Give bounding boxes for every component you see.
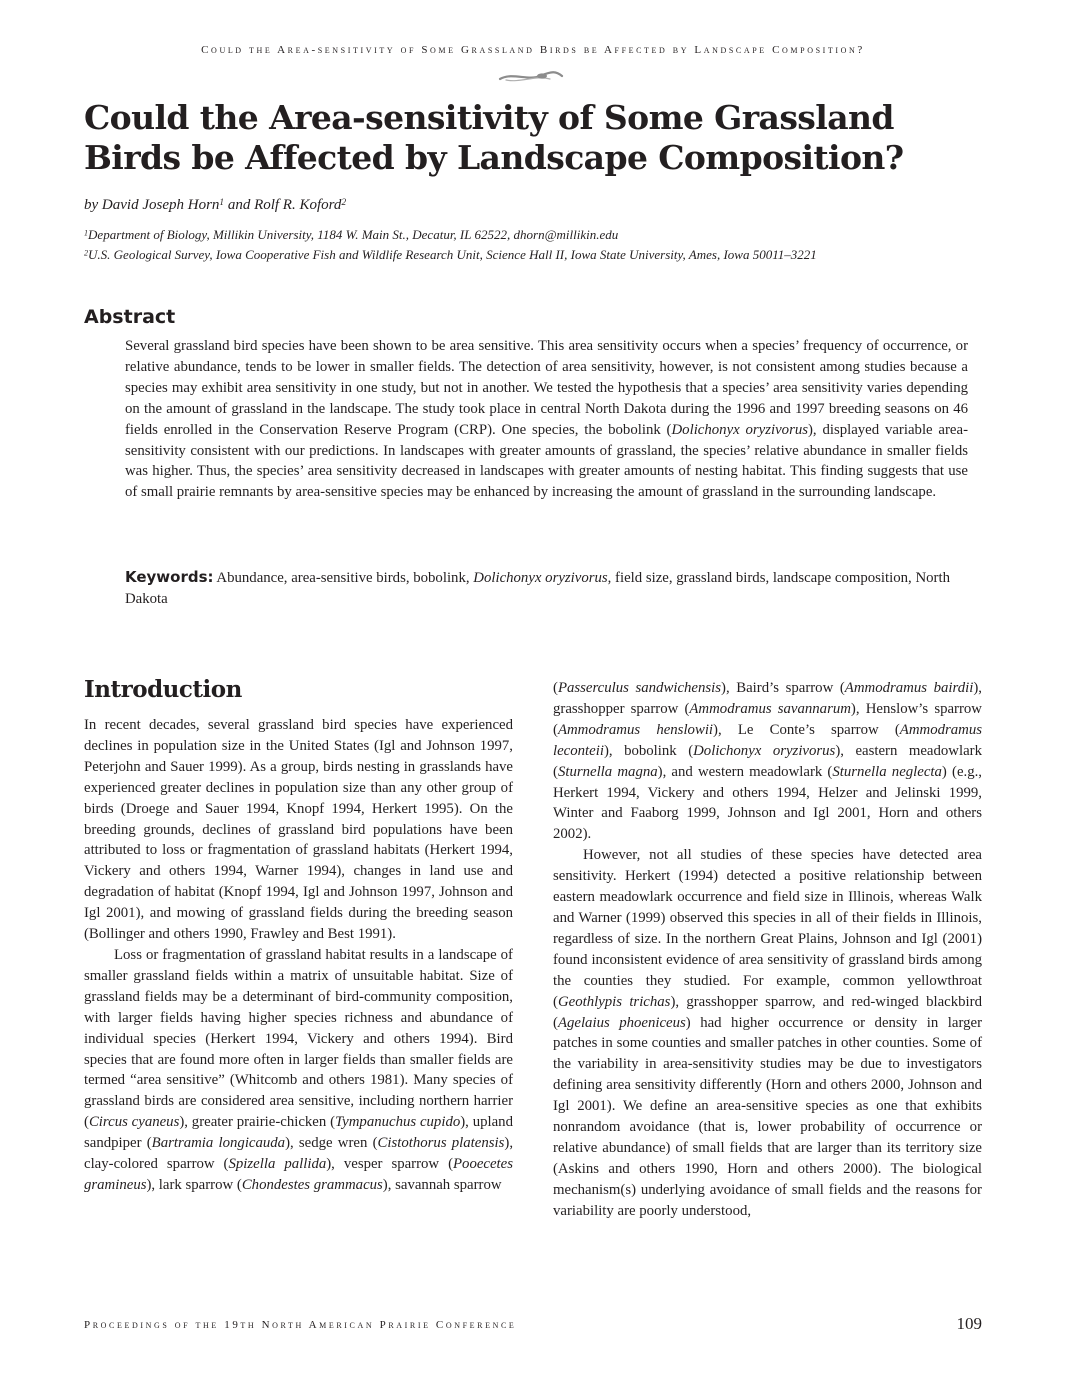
text-run: ), eastern meadowlark ( [553, 742, 982, 780]
species-name: Ammodramus leconteii [553, 721, 982, 759]
affiliation [84, 247, 817, 263]
species-name: Bartramia longicauda [151, 1135, 286, 1152]
text-run: ), Henslow’s sparrow ( [553, 700, 982, 738]
affiliation-mark: 2 [84, 248, 89, 258]
running-head: Could the Area-sensitivity of Some Grassland Birds be Affected by Landscape Composition? [201, 44, 865, 56]
text-run: ), vesper sparrow ( [326, 1156, 454, 1173]
keywords-label: Keywords: [125, 568, 214, 586]
text-run: ) (e.g., Herkert 1994, Vickery and others 1994, Helzer and Jelinski 1999, Winter and Faaborg 1999, Johnson and Igl 2001, Horn and others 2002). [553, 763, 983, 843]
text-run: ), Le Conte’s sparrow ( [713, 721, 900, 738]
abstract-text-part: Several grassland bird species have been shown to be area sensitive. This area sensitivity occurs when a species’ frequency of occurrence, or relative abundance, tends to be lower in smaller fields. The detection of area sensitivity, however, is not consistent among studies because a species may exhibit area sensitivity in one study, but not in another. We tested the hypothesis that a species’ area sensitivity varies depending on the amount of grassland in the landscape. The study took place in central North Dakota during the 1996 and 1997 breeding seasons on 46 fields enrolled in the Conservation Reserve Program (CRP). One species, the bobolink ( [125, 338, 968, 438]
text-run: ( [553, 680, 558, 696]
text-run: ), grasshopper sparrow, and red-winged blackbird ( [553, 993, 982, 1031]
body-column-left [84, 715, 513, 1196]
species-name: Dolichonyx oryzivorus [693, 742, 836, 759]
species-name: Ammodramus savannarum [689, 700, 851, 717]
species-name: Pooecetes gramineus [84, 1156, 513, 1193]
species-name: Sturnella magna [557, 763, 658, 780]
article-title: Could the Area-sensitivity of Some Grassland Birds be Affected by Landscape Composition? [84, 98, 904, 177]
species-name: Cistothorus platensis [377, 1135, 505, 1152]
abstract-text-part: ), displayed variable area-sensitivity consistent with our predictions. In landscapes with greater amounts of grassland, the species’ relative abundance in smaller fields was higher. Thus, the species’ area sensitivity decreased in landscapes with greater amounts of nesting habitat. This finding suggests that use of small prairie remnants by area-sensitive species may be enhanced by increasing the amount of grassland in the surrounding landscape. [125, 421, 968, 501]
text-run: ), and western meadowlark ( [657, 763, 833, 780]
text-run: ), Baird’s sparrow ( [721, 680, 845, 696]
author-affiliation-mark: 2 [341, 197, 347, 208]
text-run: ), upland sandpiper ( [84, 1114, 513, 1152]
species-name: Sturnella neglecta [832, 763, 942, 780]
introduction-heading: Introduction [84, 676, 242, 703]
text-run: ), clay-colored sparrow ( [84, 1135, 514, 1173]
affiliation [84, 227, 618, 243]
text-run: ), grasshopper sparrow ( [553, 680, 982, 717]
keywords-text: , field size, grassland birds, landscape composition, North Dakota [125, 570, 950, 607]
species-name: Dolichonyx oryzivorus [671, 421, 808, 438]
page-number: 109 [956, 1314, 982, 1333]
abstract-text [125, 336, 968, 503]
affiliation-text: Department of Biology, Millikin University, 1184 W. Main St., Decatur, IL 62522, dhorn@millikin.edu [88, 227, 619, 242]
species-name: Geothlypis trichas [557, 993, 671, 1010]
byline-joiner: and [224, 197, 255, 213]
species-name: Tympanuchus cupido [335, 1114, 461, 1131]
species-name: Ammodramus bairdii [844, 680, 974, 696]
species-name: Dolichonyx oryzivorus [473, 570, 608, 586]
body-paragraph: In recent decades, several grassland bird species have experienced declines in population size in the United States (Igl and Johnson 1997, Peterjohn and Sauer 1999). As a group, birds nesting in grasslands have experienced greater declines in population size than any other group of birds (Droege and Sauer 1994, Knopf 1994, Herkert 1995). On the breeding grounds, declines of grassland bird populations have been attributed to loss or fragmentation of grassland habitats (Herkert 1994, Vickery and others 1994, Warner 1994), changes in land use and degradation of habitat (Knopf 1994, Igl and Johnson 1997, Johnson and Igl 2001), and mowing of grassland fields during the breeding season (Bollinger and others 1990, Frawley and Best 1991). [84, 717, 513, 943]
author-affiliation-mark: 1 [219, 197, 225, 208]
keywords [125, 567, 968, 610]
species-name: Circus cyaneus [88, 1114, 180, 1131]
author-name: Rolf R. Koford [254, 197, 342, 213]
species-name: Chondestes grammacus [241, 1176, 383, 1193]
text-run: ), savannah sparrow [382, 1176, 502, 1193]
text-run: ) had higher occurrence or density in larger patches in some counties and smaller patches in other counties. Some of the variability in area-sensitivity studies may be due to investigators defining area sensitivity differently (Horn and others 2000, Johnson and Igl 2001). We define an area-sensitive species as one that exhibits nonrandom avoidance (that is, lower probability of occurrence or relative abundance) of small fields that are larger than its territory size (Askins and others 1990, Horn and others 2000). The biological mechanism(s) underlying avoidance of small fields and the reasons for variability are poorly understood, [553, 1014, 983, 1219]
text-run: However, not all studies of these species have detected area sensitivity. Herkert (1994) detected a positive relationship between eastern meadowlark occurrence and field size in Illinois, whereas Walk and Warner (1999) observed this species in all of their fields in Illinois, regardless of size. In the northern Great Plains, Johnson and Igl (2001) found inconsistent evidence of area sensitivity of grassland birds among the counties they studied. For example, common yellowthroat ( [553, 847, 982, 1010]
proceedings-footer: Proceedings of the 19th North American Prairie Conference [84, 1319, 517, 1331]
text-run: ), sedge wren ( [285, 1135, 378, 1152]
text-run: ), lark sparrow ( [146, 1176, 242, 1193]
body-column-right [553, 678, 982, 1222]
author-byline [84, 197, 346, 214]
byline-prefix: by [84, 197, 102, 213]
affiliation-text: U.S. Geological Survey, Iowa Cooperative Fish and Wildlife Research Unit, Science Hall II, Iowa State University, Ames, Iowa 50011–3221 [88, 247, 817, 262]
body-paragraph [553, 845, 982, 1221]
body-paragraph [553, 678, 982, 845]
species-name: Passerculus sandwichensis [557, 680, 722, 696]
affiliation-mark: 1 [84, 228, 89, 238]
text-run: Loss or fragmentation of grassland habitat results in a landscape of smaller grassland fields within a matrix of unsuitable habitat. Size of grassland fields may be a determinant of bird-community composition, with larger fields having higher species richness and abundance of individual species (Herkert 1994, Vickery and others 1994). Bird species that are found more often in larger fields than smaller fields are termed “area sensitive” (Whitcomb and others 1981). Many species of grassland birds are considered area sensitive, including northern harrier ( [84, 946, 513, 1131]
species-name: Agelaius phoeniceus [557, 1014, 686, 1031]
keywords-text: Abundance, area-sensitive birds, bobolink, [213, 570, 474, 586]
body-paragraph [84, 945, 513, 1196]
species-name: Ammodramus henslowii [557, 721, 714, 738]
ornament-flourish-icon [498, 68, 564, 86]
abstract-heading: Abstract [84, 306, 176, 328]
species-name: Spizella pallida [228, 1156, 327, 1173]
author-name: David Joseph Horn [101, 197, 220, 213]
text-run: ), bobolink ( [603, 742, 694, 759]
text-run: ), greater prairie-chicken ( [179, 1114, 336, 1131]
